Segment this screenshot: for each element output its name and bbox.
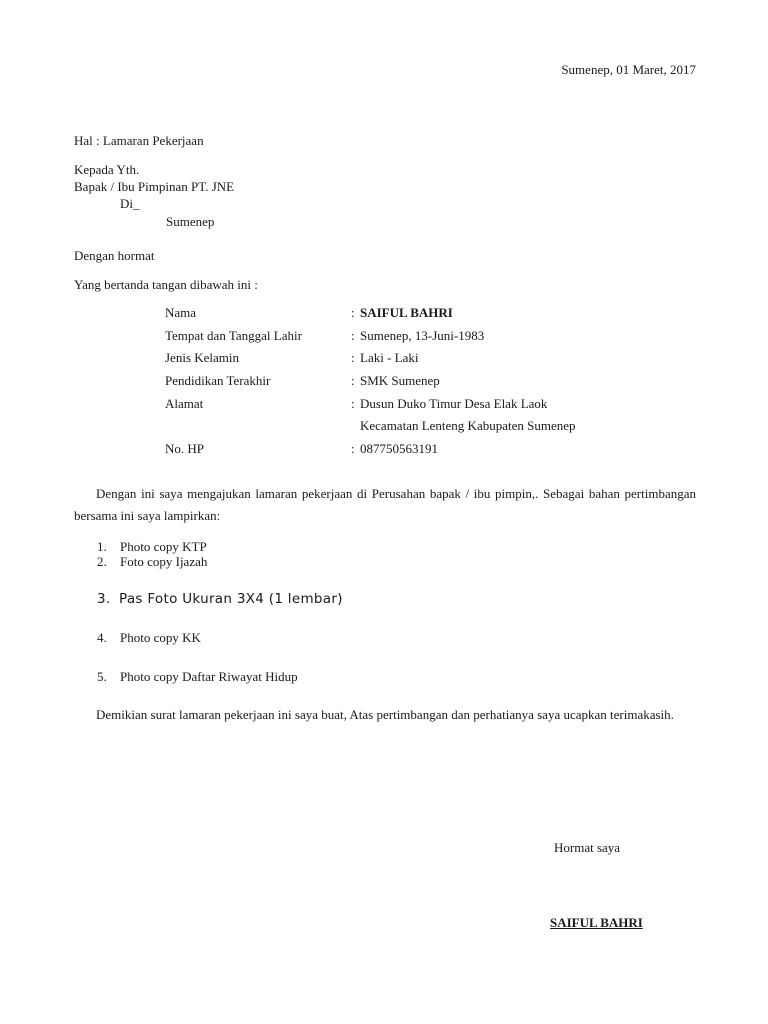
- detail-label: Jenis Kelamin: [165, 350, 240, 365]
- list-item-number: 1.: [97, 539, 107, 554]
- detail-label: Alamat: [165, 396, 204, 411]
- list-item: Photo copy Daftar Riwayat Hidup: [120, 669, 298, 684]
- list-item-number: 4.: [97, 630, 107, 645]
- detail-value: Dusun Duko Timur Desa Elak Laok: [360, 396, 548, 411]
- intro-line: Yang bertanda tangan dibawah ini :: [74, 277, 258, 292]
- detail-value: Sumenep, 13-Juni-1983: [360, 328, 485, 343]
- detail-value-name: SAIFUL BAHRI: [360, 305, 453, 320]
- body-paragraph: Dengan ini saya mengajukan lamaran pekerjaan di Perusahan bapak / ibu pimpin,. Sebagai bahan pertimbangan bersama ini saya lampirkan:: [74, 486, 696, 523]
- detail-colon: :: [351, 441, 355, 456]
- recipient-line-2: Bapak / Ibu Pimpinan PT. JNE: [74, 179, 235, 194]
- place-date: Sumenep, 01 Maret, 2017: [561, 62, 696, 77]
- detail-label: No. HP: [165, 441, 205, 456]
- list-item: Photo copy KTP: [120, 539, 207, 554]
- detail-colon: :: [351, 396, 355, 411]
- closing-paragraph: Demikian surat lamaran pekerjaan ini saya buat, Atas pertimbangan dan perhatianya saya ucapkan terimakasih.: [96, 707, 674, 722]
- list-item-number: 2.: [97, 554, 107, 569]
- recipient-line-4: Sumenep: [166, 214, 215, 229]
- detail-colon: :: [351, 350, 355, 365]
- list-item: Pas Foto Ukuran 3X4 (1 lembar): [119, 591, 343, 607]
- detail-value-continued: Kecamatan Lenteng Kabupaten Sumenep: [360, 418, 576, 433]
- detail-colon: :: [351, 373, 355, 388]
- sign-off: Hormat saya: [554, 840, 621, 855]
- detail-value: SMK Sumenep: [360, 373, 440, 388]
- detail-value: 087750563191: [360, 441, 438, 456]
- detail-colon: :: [351, 328, 355, 343]
- list-item-number: 5.: [97, 669, 107, 684]
- list-item-number: 3.: [97, 591, 111, 607]
- detail-value: Laki - Laki: [360, 350, 419, 365]
- list-item: Photo copy KK: [120, 630, 201, 645]
- detail-label: Nama: [165, 305, 197, 320]
- subject-line: Hal : Lamaran Pekerjaan: [74, 133, 204, 148]
- detail-colon: :: [351, 305, 355, 320]
- signature-name: SAIFUL BAHRI: [550, 915, 643, 930]
- detail-label: Pendidikan Terakhir: [165, 373, 271, 388]
- recipient-line-1: Kepada Yth.: [74, 162, 140, 177]
- list-item: Foto copy Ijazah: [120, 554, 208, 569]
- greeting: Dengan hormat: [74, 248, 155, 263]
- recipient-line-3: Di_: [120, 196, 140, 211]
- detail-label: Tempat dan Tanggal Lahir: [165, 328, 302, 343]
